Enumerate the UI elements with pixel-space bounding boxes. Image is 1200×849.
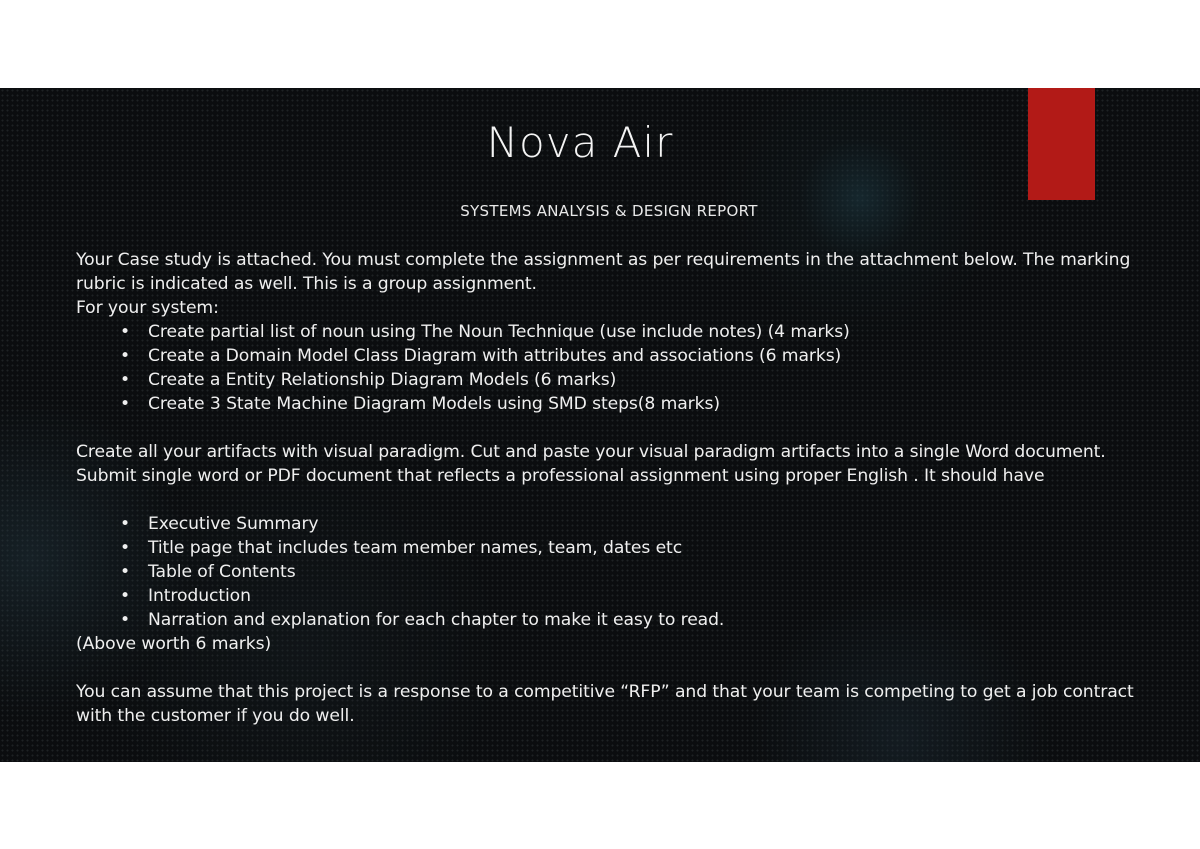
list-item: • Introduction [148,584,1161,608]
slide-body [76,248,1161,728]
list-item: • Title page that includes team member names, team, dates etc [148,536,1161,560]
document-item-list [76,512,1161,632]
spacer [76,488,1161,512]
list-item: • Create a Entity Relationship Diagram Models (6 marks) [148,368,1161,392]
artifacts-paragraph: Create all your artifacts with visual paradigm. Cut and paste your visual paradigm artifacts into a single Word document. Submit single word or PDF document that reflects a professional assignment using proper English . It should have [76,442,1106,486]
list-item: • Create partial list of noun using The Noun Technique (use include notes) (4 marks) [148,320,1161,344]
intro-paragraph: Your Case study is attached. You must complete the assignment as per requirements in the attachment below. The marking rubric is indicated as well. This is a group assignment. [76,250,1131,294]
list-item: • Executive Summary [148,512,1161,536]
slide-title: Nova Air [486,118,674,167]
slide-subtitle: SYSTEMS ANALYSIS & DESIGN REPORT [460,202,758,220]
system-task-list [76,320,1161,416]
document-worth: (Above worth 6 marks) [76,634,272,654]
list-item: • Create a Domain Model Class Diagram with attributes and associations (6 marks) [148,344,1161,368]
list-item: • Create 3 State Machine Diagram Models using SMD steps(8 marks) [148,392,1161,416]
slide [0,88,1200,762]
list-item: • Table of Contents [148,560,1161,584]
closing-paragraph: You can assume that this project is a response to a competitive “RFP” and that your team is competing to get a job contract with the customer if you do well. [76,682,1134,726]
list-item: • Narration and explanation for each chapter to make it easy to read. [148,608,1161,632]
spacer [76,416,1161,440]
system-heading: For your system: [76,298,219,318]
spacer [76,656,1161,680]
